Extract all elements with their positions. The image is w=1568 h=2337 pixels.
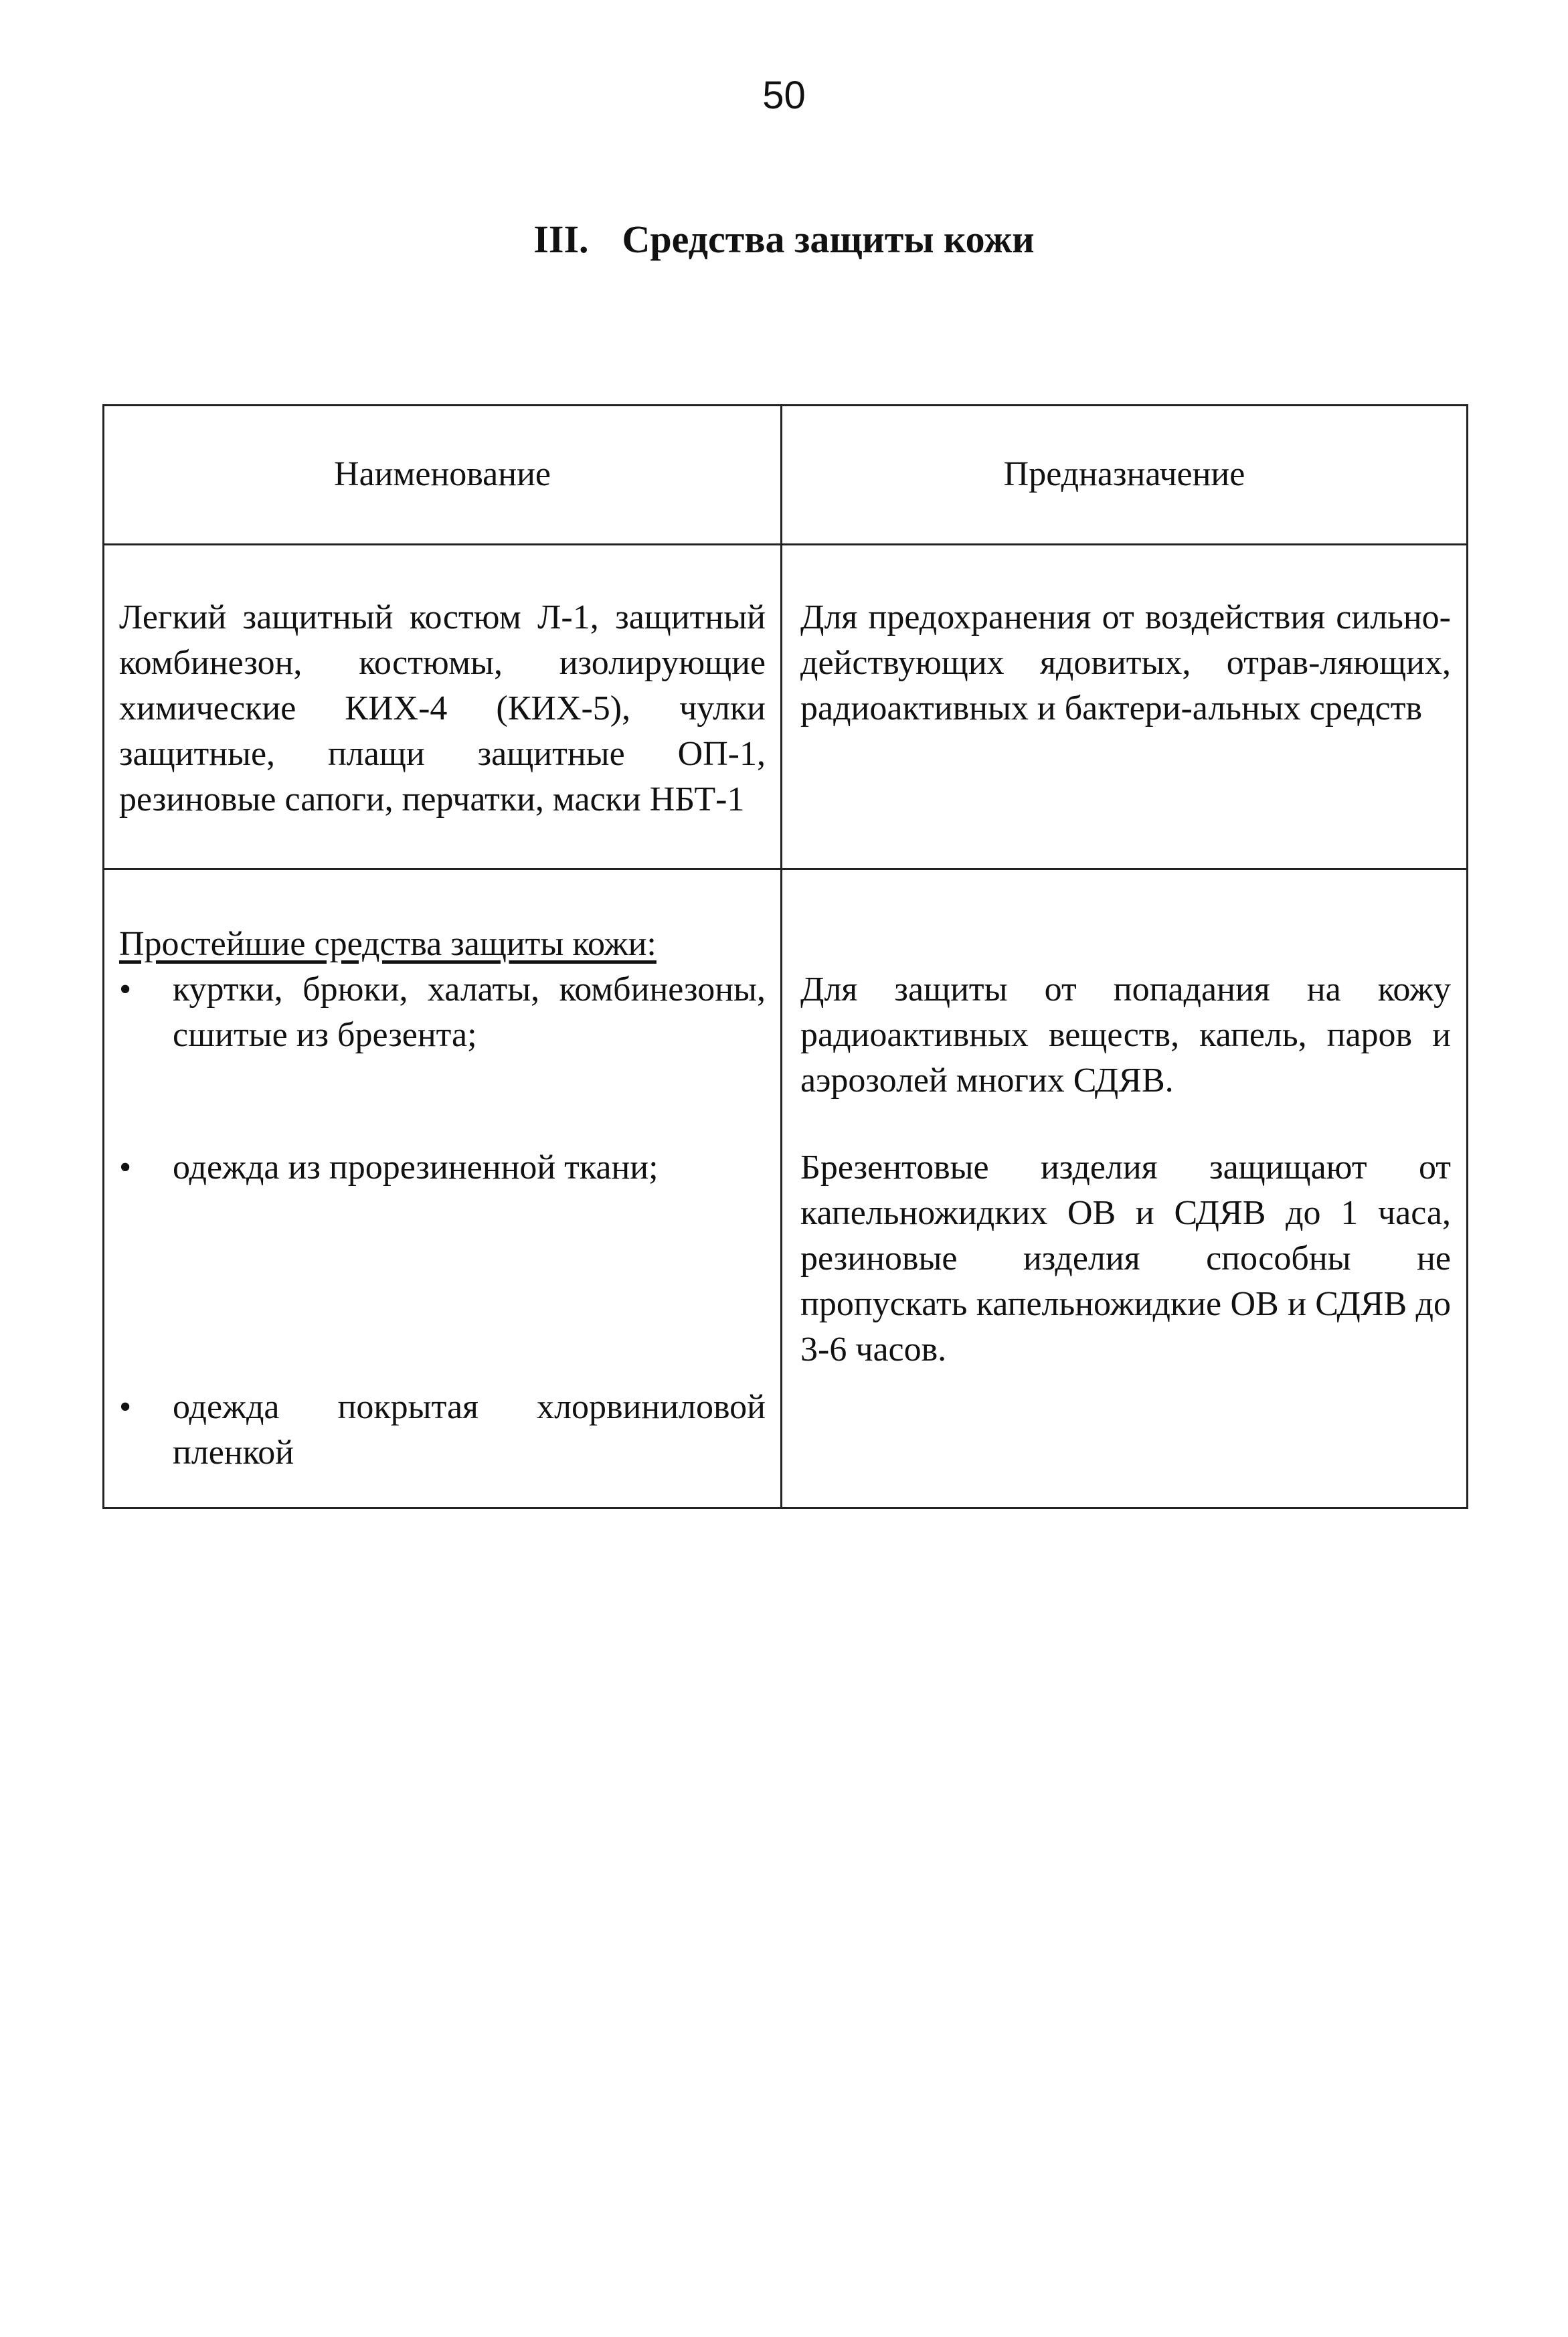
- section-numeral: III.: [533, 218, 589, 261]
- header-divider: [104, 543, 1466, 545]
- row2-purpose-1: Для защиты от попадания на кожу радиоактивных веществ, капель, паров и аэрозолей многих СДЯВ.: [800, 970, 1451, 1100]
- row2-item-text: одежда из прорезиненной ткани;: [173, 1148, 659, 1187]
- row2-item-2: [112, 1145, 766, 1191]
- header-name: Наименование: [334, 455, 551, 493]
- row2-item-1: [112, 967, 766, 1058]
- row-divider: [104, 868, 1466, 870]
- row2-purpose-2: Брезентовые изделия защищают от капельножидких ОВ и СДЯВ до 1 часа, резиновые изделия способны не пропускать капельножидкие ОВ и СДЯВ до 3-6 часов.: [800, 1148, 1451, 1369]
- page-number: 50: [762, 74, 806, 117]
- bullet-icon: •: [119, 1388, 132, 1426]
- row2-item-3: [112, 1385, 766, 1476]
- section-title: [0, 214, 1568, 265]
- protection-table: [102, 404, 1468, 1509]
- row1-purpose: Для предохранения от воздействия сильно-действующих ядовитых, отрав-ляющих, радиоактивных и бактери-альных средств: [800, 598, 1451, 727]
- bullet-icon: •: [119, 1148, 132, 1187]
- section-title-text: Средства защиты кожи: [622, 218, 1035, 261]
- row1-name: Легкий защитный костюм Л-1, защитный комбинезон, костюмы, изолирующие химические КИХ-4 (КИХ-5), чулки защитные, плащи защитные ОП-1, резиновые сапоги, перчатки, маски НБТ-1: [119, 598, 766, 818]
- row2-item-text: куртки, брюки, халаты, комбинезоны, сшитые из брезента;: [173, 970, 766, 1054]
- column-divider: [780, 406, 782, 1507]
- bullet-icon: •: [119, 970, 132, 1009]
- header-purpose: Предназначение: [1003, 455, 1245, 493]
- row2-item-text: одежда покрытая хлорвиниловой пленкой: [173, 1388, 766, 1472]
- row2-heading: Простейшие средства защиты кожи:: [119, 925, 657, 963]
